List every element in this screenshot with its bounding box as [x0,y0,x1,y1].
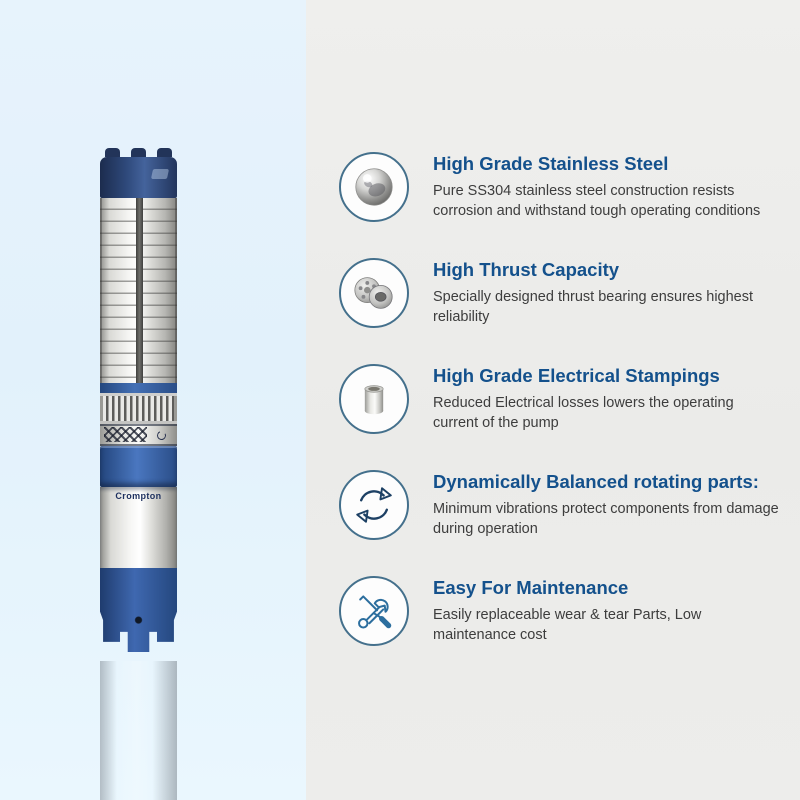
feature-item-stainless-steel [339,152,794,222]
feature-text-block [433,364,794,433]
feature-description: Minimum vibrations protect components from damage during operation [433,501,779,537]
stainless-steel-ball-icon [339,152,409,222]
feature-title: High Grade Stainless Steel [433,153,669,174]
feature-text-block [433,576,794,645]
feature-description: Pure SS304 stainless steel construction resists corrosion and withstand tough operating conditions [433,183,761,219]
electrical-stamping-icon [339,364,409,434]
pump-coupling-band [100,424,177,446]
pump-motor-top [100,446,177,487]
feature-item-electrical-stampings [339,364,794,434]
feature-title: Dynamically Balanced rotating parts: [433,471,759,492]
feature-title: Easy For Maintenance [433,577,629,598]
feature-title: High Thrust Capacity [433,259,620,280]
feature-text-block [433,470,794,539]
pump-cable-guard [136,198,143,383]
feature-list [339,152,794,682]
feature-item-easy-maintenance [339,576,794,646]
pump-motor-body [100,487,177,568]
pump-stage-body [100,198,177,383]
feature-item-thrust-capacity [339,258,794,328]
feature-description: Reduced Electrical losses lowers the operating current of the pump [433,395,734,431]
feature-text-block [433,152,794,221]
pump-photo [100,148,177,652]
rotation-arrows-icon [339,470,409,540]
thrust-bearing-icon [339,258,409,328]
pump-suction-strainer [100,393,177,424]
feature-title: High Grade Electrical Stampings [433,365,720,386]
tools-icon [339,576,409,646]
feature-description: Specially designed thrust bearing ensures highest reliability [433,289,754,325]
pump-bottom-cap [100,568,177,652]
pump-blue-band [100,383,177,393]
feature-item-dynamically-balanced [339,470,794,540]
feature-description: Easily replaceable wear & tear Parts, Low maintenance cost [433,607,702,643]
feature-text-block [433,258,794,327]
pump-top-cap [100,157,177,198]
pump-top-lugs [100,148,177,157]
brand-label: Crompton [115,491,162,501]
